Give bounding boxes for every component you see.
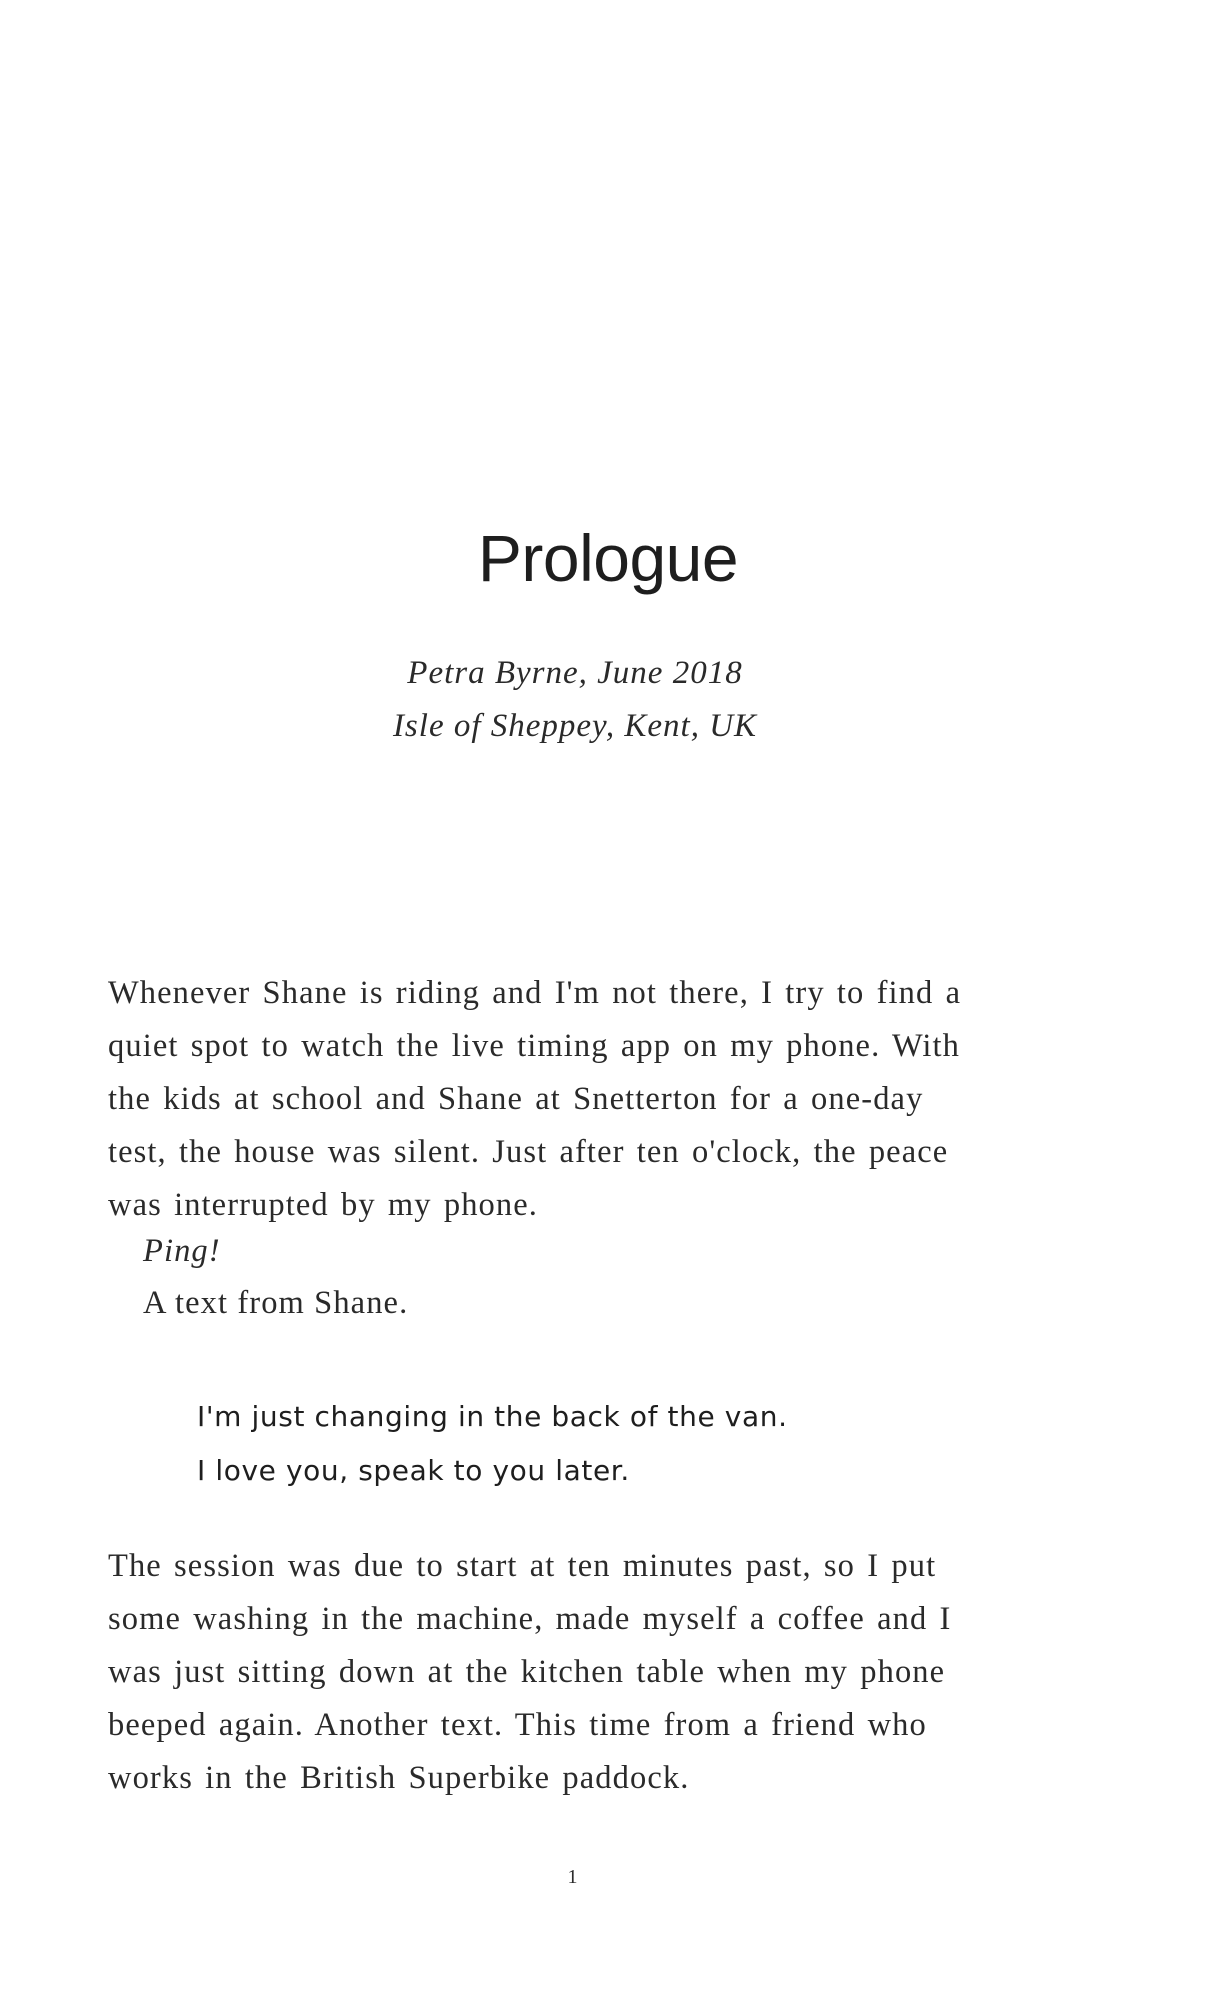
- paragraph-line: works in the British Superbike paddock.: [108, 1760, 690, 1796]
- paragraph-line: beeped again. Another text. This time from a friend who: [108, 1707, 927, 1743]
- paragraph-1: [108, 967, 1038, 1232]
- paragraph-line: The session was due to start at ten minutes past, so I put: [108, 1548, 937, 1584]
- paragraph-line: Whenever Shane is riding and I'm not there, I try to find a: [108, 975, 962, 1011]
- text-message-line: I'm just changing in the back of the van.: [197, 1400, 788, 1433]
- paragraph-line: was interrupted by my phone.: [108, 1187, 539, 1223]
- paragraph-line: some washing in the machine, made myself a coffee and I: [108, 1601, 952, 1637]
- paragraph-line: was just sitting down at the kitchen table when my phone: [108, 1654, 946, 1690]
- byline-author-date: Petra Byrne, June 2018: [407, 655, 743, 691]
- text-message-line: I love you, speak to you later.: [197, 1454, 630, 1487]
- paragraph-line: test, the house was silent. Just after ten o'clock, the peace: [108, 1134, 949, 1170]
- byline-location: Isle of Sheppey, Kent, UK: [392, 708, 758, 744]
- text-intro-line: A text from Shane.: [143, 1285, 409, 1321]
- paragraph-line: the kids at school and Shane at Snetterton for a one-day: [108, 1081, 924, 1117]
- page-number: 1: [567, 1866, 578, 1888]
- paragraph-2: [108, 1540, 1038, 1805]
- chapter-title: Prologue: [477, 521, 739, 595]
- paragraph-line: quiet spot to watch the live timing app on my phone. With: [108, 1028, 961, 1064]
- text-message-block: [197, 1390, 788, 1498]
- ping-line: Ping!: [143, 1233, 221, 1269]
